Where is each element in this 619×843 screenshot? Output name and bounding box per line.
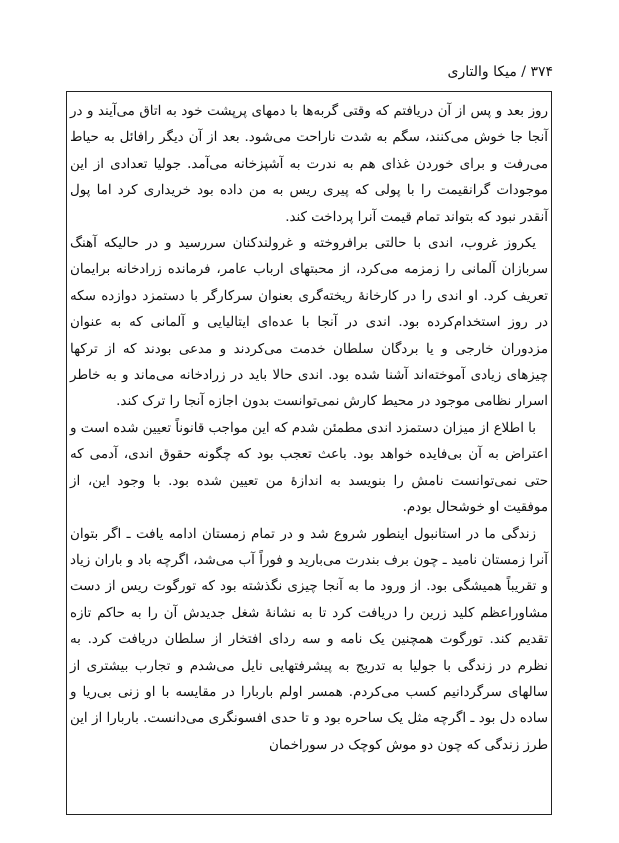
paragraph: با اطلاع از میزان دستمزد اندی مطمئن شدم که این مواجب قانوناً تعیین شده است و اعتراض به آن بی‌فایده خواهد بود. باعث تعجب بود که چگونه حقوق اندی، آدمی که حتی نمی‌توانست نامش را بنویسد به اندازهٔ من تعیین شده بود. با وجود این، از موفقیت او خوشحال بودم.	[70, 420, 548, 516]
body-text	[70, 99, 548, 759]
paragraph: یکروز غروب، اندی با حالتی برافروخته و غرولندکنان سررسید و در حالیکه آهنگ سربازان آلمانی را زمزمه می‌کرد، از محبتهای ارباب عامر، فرمانده زرادخانه برایمان تعریف کرد. او اندی را در کارخانهٔ ریخته‌گری بعنوان سرکارگر با دستمزد دوازده سکه در روز استخدام‌کرده بود. اندی در آنجا با عده‌ای ایتالیایی و آلمانی که به عنوان مزدوران خارجی و یا بردگان سلطان خدمت می‌کردند و مدعی بودند که از ترکها چیزهای زیادی آموخته‌اند آشنا شده بود. اندی حالا باید در زرادخانه می‌ماند و به خاطر اسرار نظامی موجود در محیط کارش نمی‌توانست بدون اجازه آنجا را ترک کند.	[70, 236, 548, 410]
running-head: ۳۷۴ / میکا والتاری	[447, 64, 553, 80]
paragraph: زندگی ما در استانبول اینطور شروع شد و در تمام زمستان ادامه یافت ـ اگر بتوان آنرا زمستان نامید ـ چون برف بندرت می‌بارید و فوراً آب می‌شد، اگرچه باد و باران زیاد و تقریباً همیشگی بود. از ورود ما به آنجا چیزی نگذشته بود که تورگوت ریس از دست مشاوراعظم کلید زرین را دریافت کرد تا به نشانهٔ شغل جدیدش آن را به حاکم تازه تقدیم کند. تورگوت همچنین یک نامه و سه ردای افتخار از سلطان دریافت کرد. به نظرم در زندگی با جولیا به تدریج به پیشرفتهایی نایل می‌شدم و تجارب بیشتری از سالهای سرگردانیم کسب می‌کردم. همسر اولم باربارا در مقایسه با او زنی بی‌ریا و ساده دل بود ـ اگرچه مثل یک ساحره بود و تا حدی افسونگری می‌دانست. باربارا از این طرز زندگی که چون دو موش کوچک در سوراخمان	[70, 526, 548, 753]
paragraph: روز بعد و پس از آن دریافتم که وقتی گربه‌ها با دمهای پرپشت خود به اتاق می‌آیند و در آنجا جا خوش می‌کنند، سگم به شدت ناراحت می‌شود. بعد از آن دیگر رافائل به حیاط می‌رفت و برای خوردن غذای هم به ندرت به آشپزخانه می‌آمد. جولیا تعدادی از این موجودات گرانقیمت را با پولی که پیری ریس به من داده بود خریداری کرد اما پول آنقدر نبود که بتواند تمام قیمت آنرا پرداخت کند.	[70, 104, 548, 225]
